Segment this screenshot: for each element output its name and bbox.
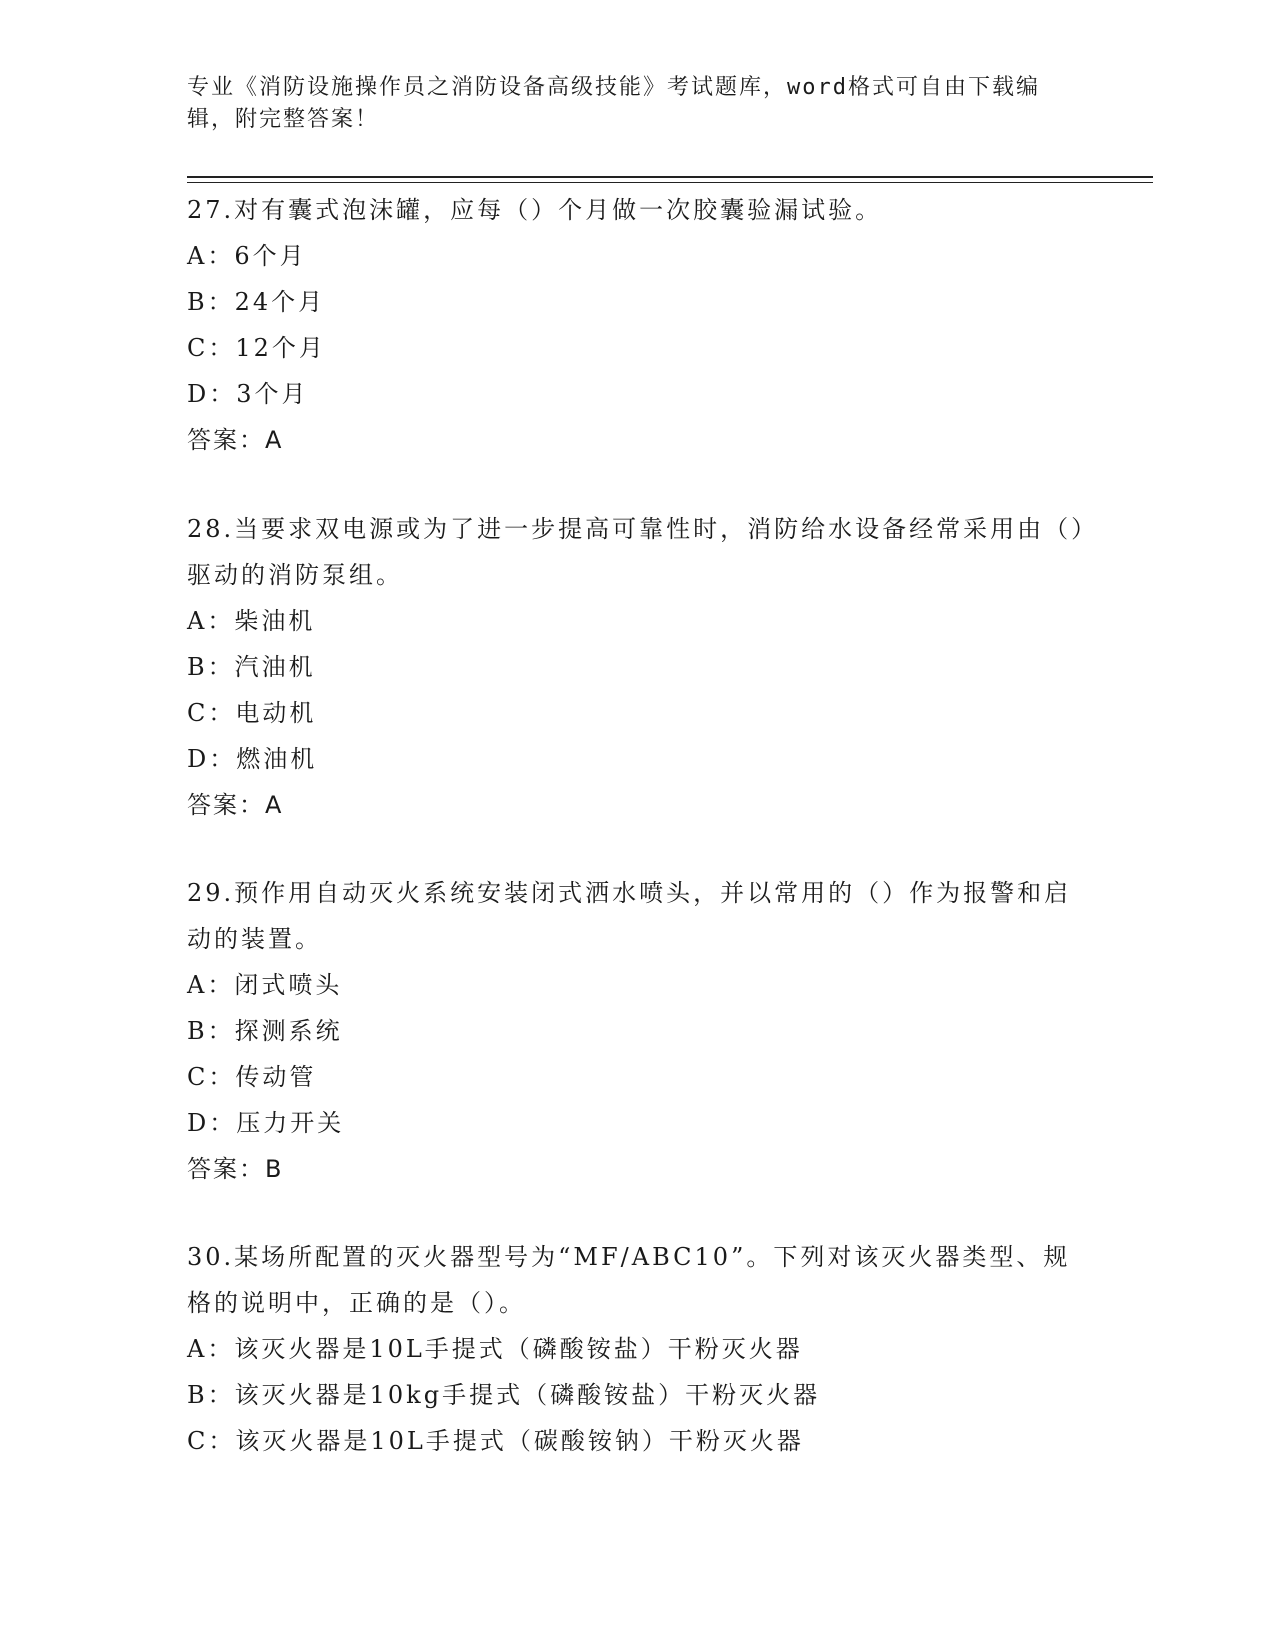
question-stem: 28.当要求双电源或为了进一步提高可靠性时，消防给水设备经常采用由（）驱动的消防泵组。 — [187, 515, 1087, 589]
option-c: C：12个月 — [187, 334, 326, 362]
option-d: D：压力开关 — [187, 1109, 345, 1137]
option-b: B：探测系统 — [187, 1017, 343, 1045]
question-stem: 27.对有囊式泡沫罐，应每（）个月做一次胶囊验漏试验。 — [187, 196, 883, 224]
question-29 — [187, 870, 1087, 1192]
option-a: A：闭式喷头 — [187, 971, 343, 999]
question-27 — [187, 187, 1087, 463]
option-b: B：24个月 — [187, 288, 326, 316]
answer: 答案：B — [187, 1155, 284, 1183]
answer: 答案：A — [187, 791, 284, 819]
header-rule-thin — [187, 182, 1153, 183]
question-28 — [187, 506, 1087, 828]
option-d: D：3个月 — [187, 380, 309, 408]
question-30 — [187, 1234, 1087, 1464]
document-header: 专业《消防设施操作员之消防设备高级技能》考试题库，word格式可自由下载编辑，附完整答案！ — [187, 75, 1040, 132]
question-stem: 30.某场所配置的灭火器型号为“MF/ABC10”。下列对该灭火器类型、规格的说明中，正确的是（）。 — [187, 1243, 1071, 1317]
answer: 答案：A — [187, 426, 284, 454]
option-c: C：传动管 — [187, 1063, 317, 1091]
option-b: B：该灭火器是10kg手提式（磷酸铵盐）干粉灭火器 — [187, 1381, 821, 1409]
option-a: A：6个月 — [187, 242, 307, 270]
option-d: D：燃油机 — [187, 745, 318, 773]
option-b: B：汽油机 — [187, 653, 316, 681]
option-c: C：该灭火器是10L手提式（碳酸铵钠）干粉灭火器 — [187, 1427, 804, 1455]
header-rule-thick — [187, 176, 1153, 178]
option-c: C：电动机 — [187, 699, 317, 727]
option-a: A：该灭火器是10L手提式（磷酸铵盐）干粉灭火器 — [187, 1335, 803, 1363]
option-a: A：柴油机 — [187, 607, 316, 635]
question-stem: 29.预作用自动灭火系统安装闭式洒水喷头，并以常用的（）作为报警和启动的装置。 — [187, 879, 1072, 953]
